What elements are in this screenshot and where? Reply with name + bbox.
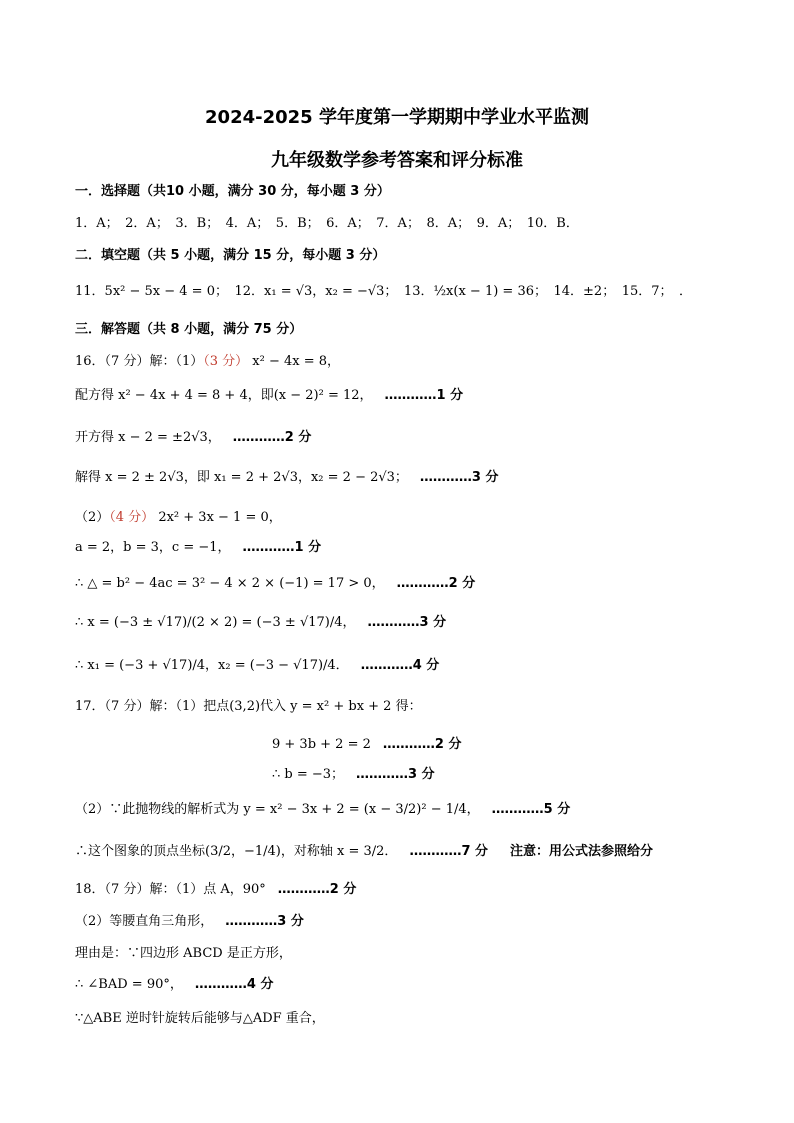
step-text: 配方得 x² − 4x + 4 = 8 + 4，即(x − 2)² = 12， [75, 388, 373, 403]
step-points: …………3 分 [367, 615, 447, 630]
step-points: …………2 分 [277, 882, 357, 897]
step-text: （2）∵此抛物线的解析式为 y = x² − 3x + 2 = (x − 3/2)² − 1/4， [75, 802, 480, 817]
step-points: …………2 分 [382, 737, 462, 752]
step-points: …………2 分 [396, 576, 476, 591]
q18-reason-line: 理由是：∵四边形 ABCD 是正方形， [75, 946, 292, 961]
step-points: …………4 分 [360, 658, 440, 673]
step-text: 开方得 x − 2 = ±2√3， [75, 430, 221, 445]
q16-step-solve [75, 468, 499, 488]
step-points: …………1 分 [384, 388, 464, 403]
q16-label: 16．（7 分）解：（1） [75, 354, 204, 369]
q16-step-formula [75, 613, 446, 633]
q16-step-discriminant [75, 574, 475, 594]
q16-part1-score: （3 分） [203, 354, 249, 369]
step-text: （2）等腰直角三角形， [75, 914, 214, 929]
step-text: ∴ ∠BAD = 90°， [75, 977, 183, 992]
step-points: …………4 分 [194, 977, 274, 992]
q16-part2-label: （2） [75, 510, 110, 525]
step-text: ∴这个图象的顶点坐标(3/2，−1/4)，对称轴 x = 3/2． [75, 844, 398, 859]
section-choice-heading: 一．选择题（共10 小题，满分 30 分，每小题 3 分） [75, 184, 390, 199]
step-text: a = 2，b = 3，c = −1， [75, 540, 231, 555]
step-text: 18．（7 分）解：（1）点 A，90° [75, 882, 266, 897]
q18-part2-line [75, 912, 304, 932]
q16-part1-equation: x² − 4x = 8， [252, 354, 340, 369]
step-text: ∴ x = (−3 ± √17)/(2 × 2) = (−3 ± √17)/4， [75, 615, 356, 630]
choice-answers: 1．A； 2．A； 3．B； 4．A； 5．B； 6．A； 7．A； 8．A； 9．A； 10．B． [75, 216, 579, 231]
q17-note: 注意：用公式法参照给分 [510, 844, 654, 859]
q16-part2-line [75, 508, 282, 528]
step-text: ∴ △ = b² − 4ac = 3² − 4 × 2 × (−1) = 17 > 0， [75, 576, 385, 591]
q16-step-root [75, 428, 311, 448]
fill-answers: 11．5x² − 5x − 4 = 0； 12．x₁ = √3，x₂ = −√3； 13．½x(x − 1) = 36； 14．±2； 15．7； ． [75, 284, 693, 299]
step-text: ∴ b = −3； [272, 767, 345, 782]
page-subtitle: 九年级数学参考答案和评分标准 [271, 150, 523, 171]
q18-rotation-line: ∵△ABE 逆时针旋转后能够与△ADF 重合， [75, 1011, 325, 1026]
q16-part2-score: （4 分） [109, 510, 155, 525]
step-points: …………7 分 [409, 844, 489, 859]
step-points: …………3 分 [356, 767, 435, 782]
section-fill-heading: 二．填空题（共 5 小题，满分 15 分，每小题 3 分） [75, 248, 386, 263]
q17-part1-line: 17．（7 分）解：（1）把点(3,2)代入 y = x² + bx + 2 得： [75, 699, 422, 714]
q18-angle-line [75, 975, 273, 995]
step-points: …………5 分 [491, 802, 571, 817]
q17-step-substitute [272, 735, 461, 755]
step-points: …………1 分 [242, 540, 322, 555]
step-text: ∴ x₁ = (−3 + √17)/4，x₂ = (−3 − √17)/4． [75, 658, 349, 673]
q16-part1-line [75, 352, 340, 372]
step-points: …………2 分 [232, 430, 312, 445]
q16-part2-equation: 2x² + 3x − 1 = 0， [158, 510, 282, 525]
section-solve-heading: 三．解答题（共 8 小题，满分 75 分） [75, 322, 303, 337]
q18-part1-line [75, 880, 356, 900]
step-text: 解得 x = 2 ± 2√3，即 x₁ = 2 + 2√3，x₂ = 2 − 2√3； [75, 470, 408, 485]
q16-step-complete-square [75, 386, 463, 406]
step-text: 9 + 3b + 2 = 2 [272, 737, 371, 752]
q17-step-vertex [75, 842, 653, 862]
q17-step-b-value [272, 765, 435, 785]
step-points: …………3 分 [419, 470, 499, 485]
step-points: …………3 分 [225, 914, 304, 929]
q16-step-coefficients [75, 538, 321, 558]
page-title: 2024-2025 学年度第一学期期中学业水平监测 [205, 107, 589, 128]
q16-step-roots [75, 656, 439, 676]
q17-step-vertex-form [75, 800, 570, 820]
